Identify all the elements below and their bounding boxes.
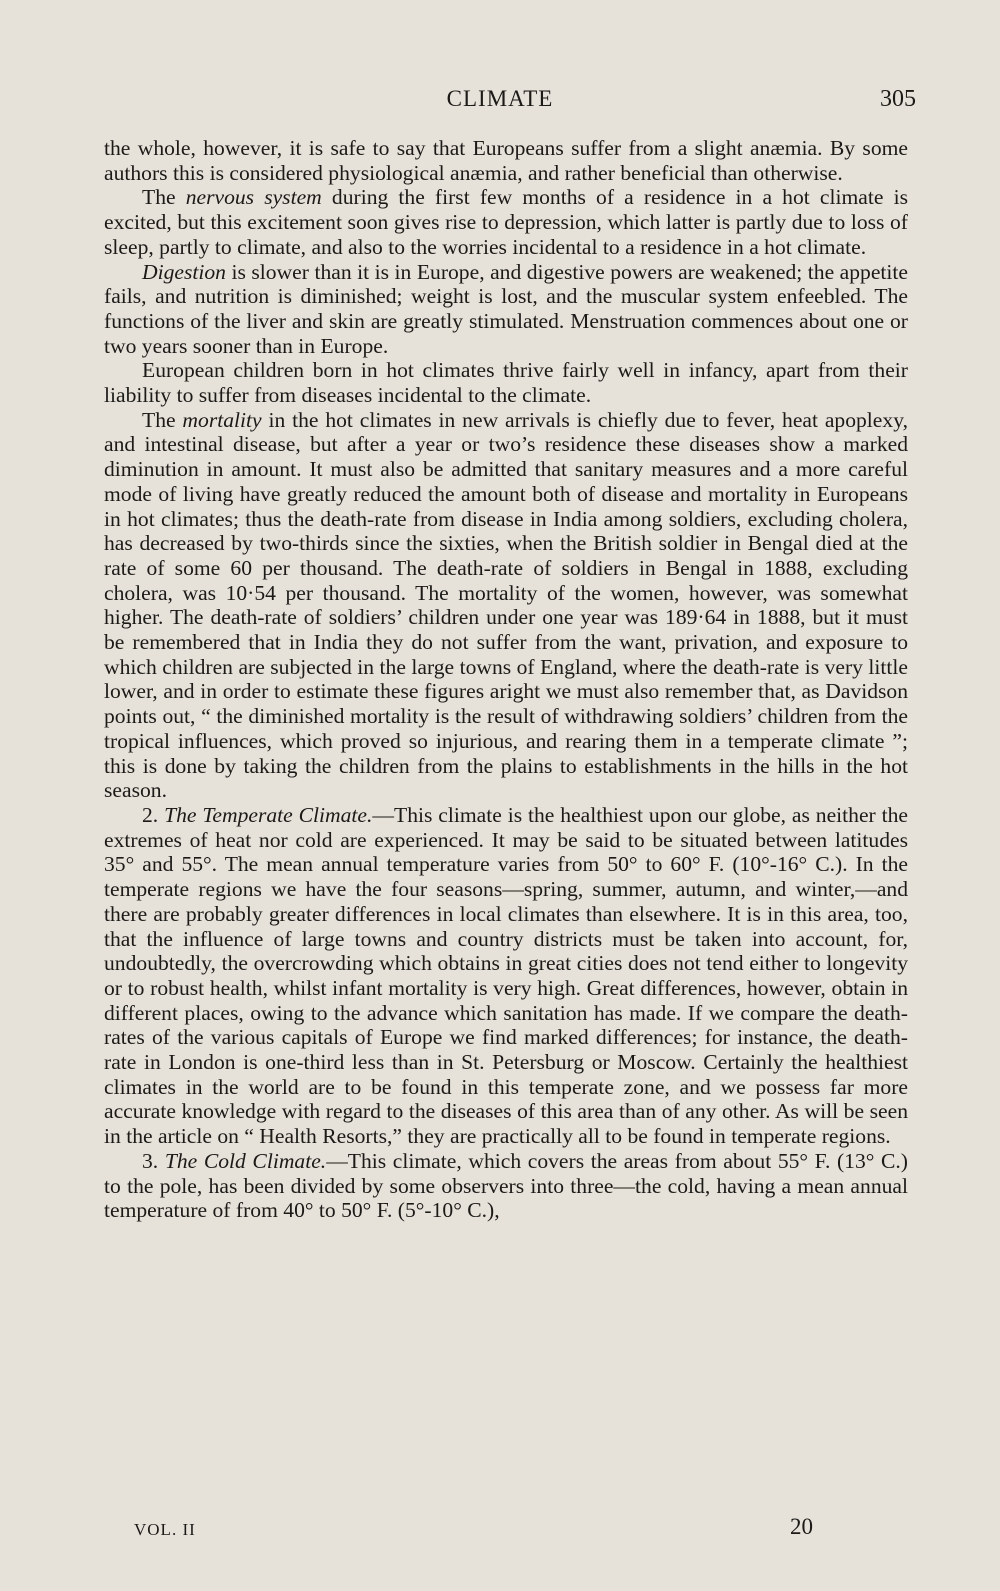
paragraph-text: European children born in hot climates thrive fairly well in infancy, apart from their liability to suffer from diseases incidental to the climate. [104,358,908,408]
paragraph-text: the whole, however, it is safe to say that Europeans suffer from a slight anæmia. By some authors this is considered physiological anæmia, and rather beneficial than otherwise. [104,136,908,185]
paragraph-lead: The [142,407,183,432]
paragraph [104,136,908,185]
page-header [0,86,1000,120]
paragraph-text: during the first few months of a residence in a hot climate is excited, but this excitement soon gives rise to depression, which latter is partly due to loss of sleep, partly to climate, and also to the worries incidental to a residence in a hot climate. [104,185,908,259]
paragraph-digestion [104,260,908,359]
paragraph-lead: 3. [142,1148,165,1173]
paragraph-emphasis: nervous system [185,185,322,210]
page-footer [0,1514,1000,1550]
volume-label: VOL. II [134,1520,196,1539]
paragraph-temperate-climate [104,803,908,1149]
paragraph-emphasis: The Cold Climate. [164,1148,327,1173]
paragraph-lead: The [142,185,186,210]
paragraph-text: —This climate is the healthiest upon our globe, as neither the extremes of heat nor cold are experienced. It may be said to be situated between latitudes 35° and 55°. The mean annual temperature varies from 50° to 60° F. (10°-16° C.). In the temperate regions we have the four seasons—spring, summer, autumn, and winter,—and there are probably greater differences in local climates than elsewhere. It is in this area, too, that the influence of large towns and country districts must be taken into account, for, undoubtedly, the overcrowding which obtains in great cities does not tend either to longevity or to robust health, whilst infant mortality is very high. Great differences, however, obtain in different places, owing to the advance which sanitation has made. If we compare the death-rates of the various capitals of Europe we find marked differences; for instance, the death-rate in London is one-third less than in St. Petersburg or Moscow. Certainly the healthiest climates in the world are to be found in this temperate zone, and we possess far more accurate knowledge with regard to the diseases of this area than of any other. As will be seen in the article on “ Health Resorts,” they are practically all to be found in temperate regions. [104,802,908,1149]
paragraph-mortality [104,408,908,803]
paragraph-emphasis: The Temperate Climate. [164,802,373,827]
paragraph-text: —This climate, which covers the areas from about 55° F. (13° C.) to the pole, has been divided by some observers into three—the cold, having a mean annual temperature of from 40° to 50° F. (5°-10° C.), [104,1148,908,1223]
page-number: 305 [880,86,916,112]
paragraph-emphasis: mortality [182,407,262,432]
body-text [104,136,908,1223]
paragraph-lead: 2. [142,802,165,827]
paragraph-emphasis: Digestion [142,259,226,284]
paragraph-children [104,358,908,407]
paragraph-nervous-system [104,185,908,259]
signature-mark: 20 [790,1514,813,1539]
paragraph-text: in the hot climates in new arrivals is chiefly due to fever, heat apoplexy, and intestinal disease, but after a year or two’s residence these diseases show a marked diminution in amount. It must also be admitted that sanitary measures and a more careful mode of living have greatly reduced the amount both of disease and mortality in Europeans in hot climates; thus the death-rate from disease in India among soldiers, excluding cholera, has decreased by two-thirds since the sixties, when the British soldier in Bengal died at the rate of some 60 per thousand. The death-rate of soldiers in Bengal in 1888, excluding cholera, was 10·54 per thousand. The mortality of the women, however, was somewhat higher. The death-rate of soldiers’ children under one year was 189·64 in 1888, but it must be remembered that in India they do not suffer from the want, privation, and exposure to which children are subjected in the large towns of England, where the death-rate is very little lower, and in order to estimate these figures aright we must also remember that, as Davidson points out, “ the diminished mortality is the result of withdrawing soldiers’ children from the tropical influences, which proved so injurious, and rearing them in a temperate climate ”; this is done by taking the children from the plains to establishments in the hills in the hot season. [104,407,908,803]
paragraph-cold-climate [104,1149,908,1223]
paragraph-text: is slower than it is in Europe, and digestive powers are weakened; the appetite fails, and nutrition is diminished; weight is lost, and the muscular system enfeebled. The functions of the liver and skin are greatly stimulated. Menstruation commences about one or two years sooner than in Europe. [104,259,908,358]
running-title: CLIMATE [446,86,554,111]
